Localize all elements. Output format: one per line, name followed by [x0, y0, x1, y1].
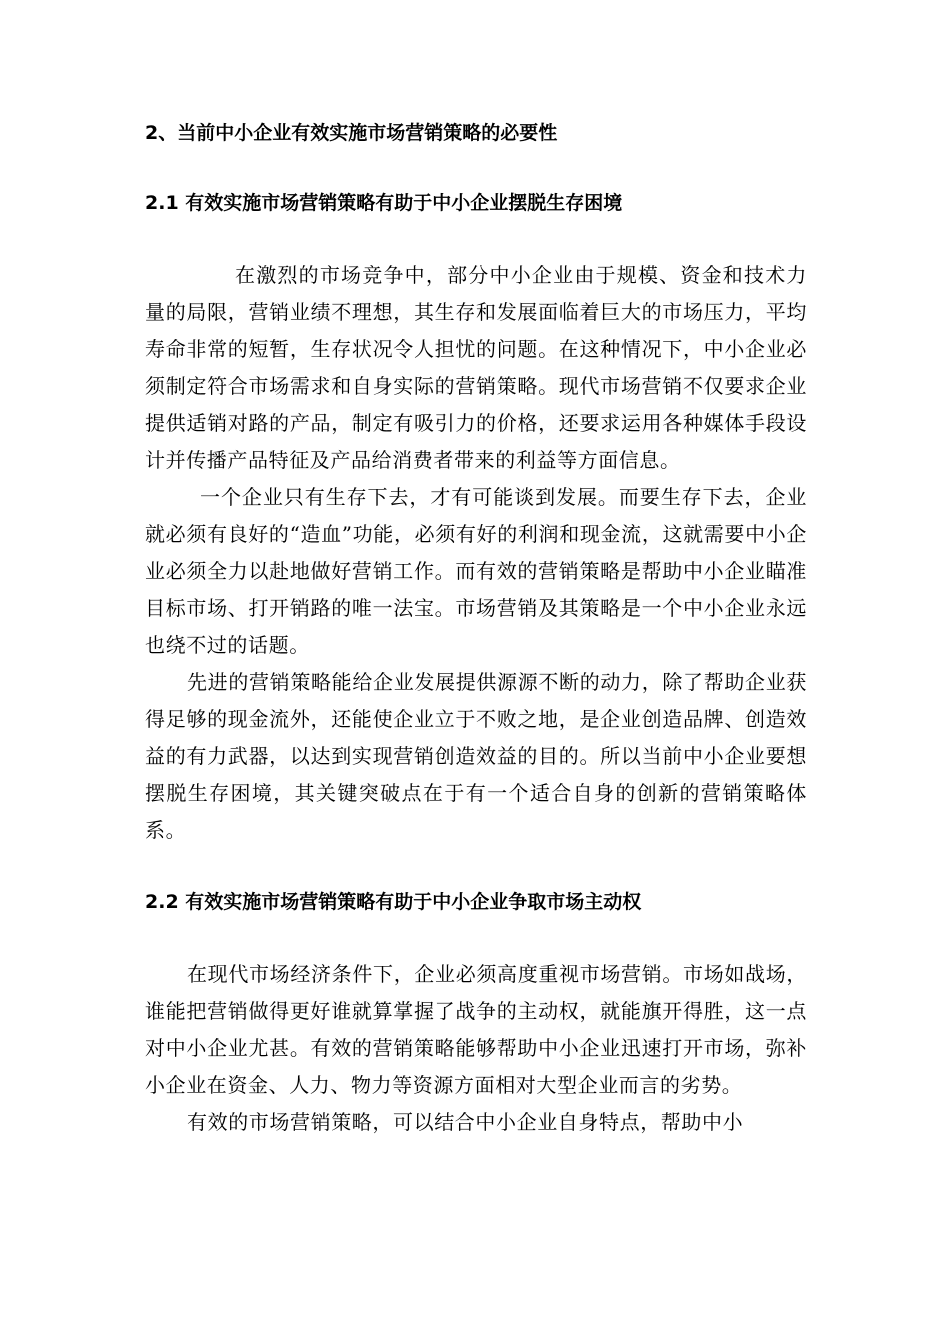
paragraph: 有效的市场营销策略，可以结合中小企业自身特点，帮助中小	[187, 1110, 744, 1134]
paragraph: 先进的营销策略能给企业发展提供源源不断的动力，除了帮助企业获得足够的现金流外，还能使企业立于不败之地，是企业创造品牌、创造效益的有力武器，以达到实现营销创造效益的目的。所以当前中小企业要想摆脱生存困境，其关键突破点在于有一个适合自身的创新的营销策略体系。	[145, 670, 807, 842]
chapter-heading: 2、当前中小企业有效实施市场营销策略的必要性	[145, 122, 558, 144]
paragraph: 在激烈的市场竞争中，部分中小企业由于规模、资金和技术力量的局限，营销业绩不理想，其生存和发展面临着巨大的市场压力，平均寿命非常的短暂，生存状况令人担忧的问题。在这种情况下，中小企业必须制定符合市场需求和自身实际的营销策略。现代市场营销不仅要求企业提供适销对路的产品，制定有吸引力的价格，还要求运用各种媒体手段设计并传播产品特征及产品给消费者带来的利益等方面信息。	[145, 263, 807, 472]
section-heading-2-1: 2.1 有效实施市场营销策略有助于中小企业摆脱生存困境	[145, 192, 623, 214]
document-body	[145, 118, 807, 1141]
paragraph: 在现代市场经济条件下，企业必须高度重视市场营销。市场如战场，谁能把营销做得更好谁就算掌握了战争的主动权，就能旗开得胜，这一点对中小企业尤甚。有效的营销策略能够帮助中小企业迅速打开市场，弥补小企业在资金、人力、物力等资源方面相对大型企业而言的劣势。	[145, 962, 807, 1097]
paragraph: 一个企业只有生存下去，才有可能谈到发展。而要生存下去，企业就必须有良好的“造血”功能，必须有好的利润和现金流，这就需要中小企业必须全力以赴地做好营销工作。而有效的营销策略是帮助中小企业瞄准目标市场、打开销路的唯一法宝。市场营销及其策略是一个中小企业永远也绕不过的话题。	[145, 485, 807, 657]
section-heading-2-2: 2.2 有效实施市场营销策略有助于中小企业争取市场主动权	[145, 891, 642, 913]
